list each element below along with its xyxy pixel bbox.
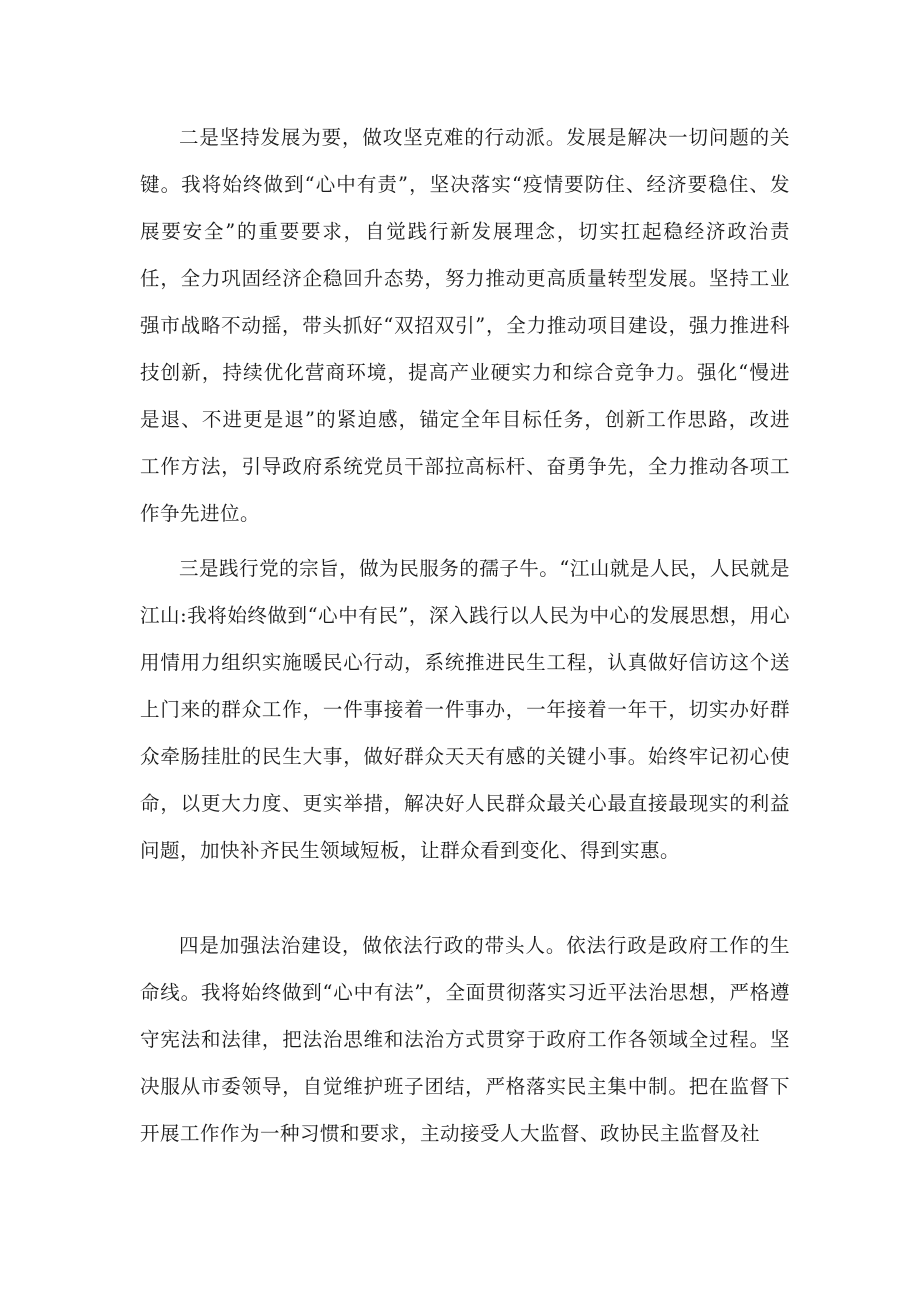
paragraph-development: 二是坚持发展为要，做攻坚克难的行动派。发展是解决一切问题的关键。我将始终做到“心中有责”，坚决落实“疫情要防住、经济要稳住、发展要安全”的重要要求，自觉践行新发展理念，切实扛起稳经济政治责任，全力巩固经济企稳回升态势，努力推动更高质量转型发展。坚持工业强市战略不动摇，带头抓好“双招双引”，全力推动项目建设，强力推进科技创新，持续优化营商环境，提高产业硬实力和综合竞争力。强化“慢进是退、不进更是退”的紧迫感，锚定全年目标任务，创新工作思路，改进工作方法，引导政府系统党员干部拉高标杆、奋勇争先，全力推动各项工作争先进位。 bbox=[140, 126, 790, 525]
paragraph-rule-of-law: 四是加强法治建设，做依法行政的带头人。依法行政是政府工作的生命线。我将始终做到“心中有法”，全面贯彻落实习近平法治思想，严格遵守宪法和法律，把法治思维和法治方式贯穿于政府工作各领域全过程。坚决服从市委领导，自觉维护班子团结，严格落实民主集中制。把在监督下开展工作作为一种习惯和要求，主动接受人大监督、政协民主监督及社 bbox=[140, 934, 790, 1145]
paragraph-serve-people: 三是践行党的宗旨，做为民服务的孺子牛。“江山就是人民，人民就是江山:我将始终做到“心中有民”，深入践行以人民为中心的发展思想，用心用情用力组织实施暖民心行动，系统推进民生工程，认真做好信访这个送上门来的群众工作，一件事接着一件事办，一年接着一年干，切实办好群众牵肠挂肚的民生大事，做好群众天天有感的关键小事。始终牢记初心使命，以更大力度、更实举措，解决好人民群众最关心最直接最现实的利益问题，加快补齐民生领域短板，让群众看到变化、得到实惠。 bbox=[140, 557, 790, 862]
